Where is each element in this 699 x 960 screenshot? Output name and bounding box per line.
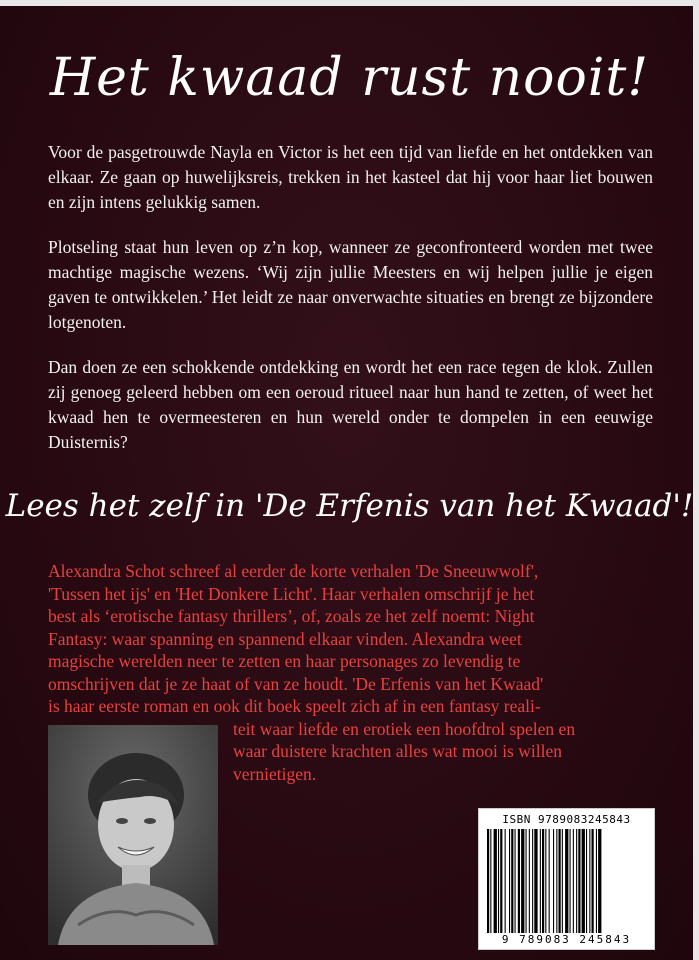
bio-line: waar duistere krachten alles wat mooi is willen — [233, 741, 562, 761]
barcode-bar — [559, 829, 561, 933]
bio-line: vernietigen. — [233, 763, 317, 784]
barcode-bar — [578, 829, 580, 933]
barcode-bar — [500, 829, 502, 933]
barcode-bar — [545, 829, 546, 933]
bio-line: is haar eerste roman en ook dit boek speelt zich af in een fantasy reali- — [48, 696, 541, 716]
bio-line: best als ‘erotische fantasy thrillers’, of, zoals ze het zelf noemt: Night — [48, 606, 535, 626]
bio-line: 'Tussen het ijs' en 'Het Donkere Licht'. Haar verhalen omschrijf je het — [48, 583, 535, 604]
bio-line: Fantasy: waar spanning en spannend elkaar vinden. Alexandra weet — [48, 628, 522, 649]
barcode-bar — [490, 829, 491, 933]
barcode-bar — [582, 829, 585, 933]
barcode-bar — [553, 829, 554, 933]
barcode-bar — [573, 829, 574, 933]
barcode-bar — [589, 829, 590, 933]
page-edge-top — [0, 0, 699, 6]
blurb-paragraph-2: Plotseling staat hun leven op z’n kop, wanneer ze geconfronteerd worden met twee machtige magische wezens. ‘Wij zijn jullie Meesters en wij helpen jullie je eigen gaven te ontwikkelen.’ Het leidt ze naar onverwachte situaties en brengt ze bijzondere lotgenoten. — [48, 237, 653, 332]
barcode-bar — [498, 829, 499, 933]
barcode-bar — [565, 829, 568, 933]
barcode-bar — [534, 829, 537, 933]
barcode-bar — [570, 829, 571, 933]
bio-line: omschrijven dat je ze haat of van ze houdt. 'De Erfenis van het Kwaad' — [48, 673, 544, 694]
barcode-bar — [556, 829, 557, 933]
barcode-bar — [540, 829, 541, 933]
barcode-bar — [515, 829, 516, 933]
barcode-bar — [592, 829, 594, 933]
bio-line: magische werelden neer te zetten en haar personages zo levendig te — [48, 651, 521, 671]
barcode-bar — [596, 829, 597, 933]
page-edge-right — [693, 0, 699, 960]
barcode-bar — [586, 829, 587, 933]
barcode-bar — [526, 829, 527, 933]
barcode-bar — [505, 829, 506, 933]
isbn-label: ISBN 9789083245843 — [502, 813, 631, 826]
barcode-bar — [598, 829, 601, 933]
author-photo — [48, 725, 218, 945]
blurb-paragraph-3: Dan doen ze een schokkende ontdekking en wordt het een race tegen de klok. Zullen zij genoeg geleerd hebben om een oeroud ritueel naar hun hand te zetten, of weet het kwaad hen te overmeesteren en hun wereld onder te dompelen in een eeuwige Duisternis? — [48, 357, 653, 452]
cover-title: Het kwaad rust nooit! — [49, 48, 650, 108]
barcode-bar — [576, 829, 577, 933]
barcode-bar — [511, 829, 513, 933]
barcode-bar — [509, 829, 510, 933]
blurb-paragraph-1: Voor de pasgetrouwde Nayla en Victor is het een tijd van liefde en het ontdekken van elkaar. Ze gaan op huwelijksreis, trekken in het kasteel dat hij voor haar liet bouwen en zijn intens gelukkig samen. — [48, 142, 653, 212]
barcode-bar — [562, 829, 563, 933]
barcode-bar — [549, 829, 550, 933]
barcode-bar — [529, 829, 530, 933]
barcode-bars — [487, 829, 647, 933]
barcode-bar — [487, 829, 489, 933]
barcode — [478, 808, 655, 950]
author-portrait-image — [48, 725, 218, 945]
barcode-bar — [518, 829, 520, 933]
bio-line: teit waar liefde en erotiek een hoofdrol spelen en — [233, 718, 576, 739]
barcode-digits: 9 789083 245843 — [501, 933, 632, 946]
tagline: Lees het zelf in 'De Erfenis van het Kwaad'! — [5, 488, 694, 524]
barcode-bar — [494, 829, 497, 933]
barcode-bar — [542, 829, 544, 933]
barcode-bar — [532, 829, 533, 933]
barcode-bar — [521, 829, 524, 933]
bio-line: Alexandra Schot schreef al eerder de korte verhalen 'De Sneeuwwolf', — [48, 561, 539, 581]
